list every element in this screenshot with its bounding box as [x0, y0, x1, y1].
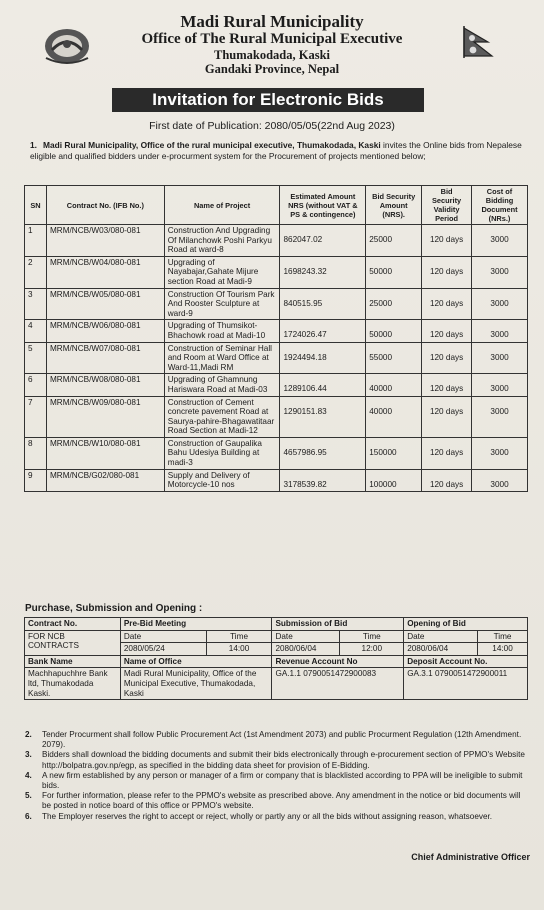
cell-document-cost: 3000 [472, 225, 528, 257]
prebid-label: Pre-Bid Meeting [120, 618, 272, 631]
bank-values-row [25, 668, 528, 700]
office-name-label: Name of Office [120, 655, 272, 668]
cell-estimated-amount: 840515.95 [280, 288, 366, 320]
cell-contract-no: MRM/NCB/W09/080-081 [46, 396, 164, 437]
cell-estimated-amount: 4657986.95 [280, 437, 366, 469]
deposit-account: GA.3.1 0790051472900011 [404, 668, 528, 700]
table-row [25, 374, 528, 396]
note-number: 5. [25, 791, 32, 801]
notice-banner: Invitation for Electronic Bids [112, 88, 424, 112]
cell-project-name: Construction Of Tourism Park And Rooster Sculpture at ward-9 [164, 288, 280, 320]
cell-validity: 120 days [422, 396, 472, 437]
contracts-type: FOR NCB CONTRACTS [25, 630, 121, 655]
cell-contract-no: MRM/NCB/W07/080-081 [46, 342, 164, 374]
cell-sn: 1 [25, 225, 47, 257]
note-number: 2. [25, 730, 32, 739]
cell-estimated-amount: 1724026.47 [280, 320, 366, 342]
cell-validity: 120 days [422, 374, 472, 396]
note-number: 3. [25, 750, 32, 760]
purchase-subheader-row [25, 630, 528, 643]
table-row [25, 437, 528, 469]
table-row [25, 469, 528, 491]
nepal-flag-icon [458, 24, 504, 60]
cell-validity: 120 days [422, 342, 472, 374]
cell-project-name: Construction And Upgrading Of Milanchowk Poshi Parkyu Road at ward-8 [164, 225, 280, 257]
intro-rest: invites the Online bids from Nepalese eligible and qualified bidders under e-procurment system for the Procurement of projects mentioned below; [30, 140, 522, 161]
prebid-time-label: Time [206, 630, 272, 643]
prebid-date-label: Date [120, 630, 206, 643]
bank-name: Machhapuchhre Bank ltd, Thumakodada Kaski. [25, 668, 121, 700]
cell-project-name: Upgrading of Ghamnung Hariswara Road at Madi-03 [164, 374, 280, 396]
office-name-value: Madi Rural Municipality, Office of the Municipal Executive, Thumakodada, Kaski [120, 668, 272, 700]
cell-project-name: Construction of Cement concrete pavement Road at Saurya-pahire-Bhagawatitaar Road Section at Madi-12 [164, 396, 280, 437]
header-sn: SN [25, 186, 47, 225]
table-row [25, 320, 528, 342]
cell-estimated-amount: 1698243.32 [280, 256, 366, 288]
submission-time-label: Time [340, 630, 404, 643]
cell-estimated-amount: 862047.02 [280, 225, 366, 257]
cell-document-cost: 3000 [472, 437, 528, 469]
intro-paragraph [30, 140, 530, 162]
intro-number: 1. [30, 140, 37, 150]
submission-label: Submission of Bid [272, 618, 404, 631]
signature-title: Chief Administrative Officer [411, 852, 530, 862]
deposit-account-label: Deposit Account No. [404, 655, 528, 668]
cell-contract-no: MRM/NCB/W04/080-081 [46, 256, 164, 288]
prebid-time: 14:00 [206, 643, 272, 656]
municipality-name: Madi Rural Municipality [180, 12, 364, 31]
cell-contract-no: MRM/NCB/W03/080-081 [46, 225, 164, 257]
cell-contract-no: MRM/NCB/W08/080-081 [46, 374, 164, 396]
bank-name-label: Bank Name [25, 655, 121, 668]
cell-validity: 120 days [422, 320, 472, 342]
cell-project-name: Upgrading of Thumsikot-Bhachowk road at Madi-10 [164, 320, 280, 342]
cell-estimated-amount: 1924494.18 [280, 342, 366, 374]
cell-validity: 120 days [422, 225, 472, 257]
submission-time: 12:00 [340, 643, 404, 656]
cell-bid-security: 40000 [366, 374, 422, 396]
purchase-header-row [25, 618, 528, 631]
cell-sn: 7 [25, 396, 47, 437]
cell-document-cost: 3000 [472, 320, 528, 342]
table-row [25, 396, 528, 437]
submission-date-label: Date [272, 630, 340, 643]
cell-bid-security: 100000 [366, 469, 422, 491]
cell-validity: 120 days [422, 469, 472, 491]
cell-sn: 4 [25, 320, 47, 342]
bank-header-row [25, 655, 528, 668]
purchase-title: Purchase, Submission and Opening : [25, 603, 203, 614]
cell-project-name: Supply and Delivery of Motorcycle-10 nos [164, 469, 280, 491]
cell-contract-no: MRM/NCB/W05/080-081 [46, 288, 164, 320]
cell-bid-security: 150000 [366, 437, 422, 469]
notes-list [25, 730, 531, 822]
cell-bid-security: 40000 [366, 396, 422, 437]
cell-bid-security: 25000 [366, 225, 422, 257]
cell-sn: 2 [25, 256, 47, 288]
cell-document-cost: 3000 [472, 469, 528, 491]
note-item [25, 812, 531, 822]
cell-bid-security: 55000 [366, 342, 422, 374]
cell-estimated-amount: 1290151.83 [280, 396, 366, 437]
cell-validity: 120 days [422, 256, 472, 288]
note-text: Bidders shall download the bidding documents and submit their bids electronically through e-procurement section of PPMO's Website http://bolpatra.gov.np/egp, as specified in the bidding data sheet for provision of E-Bidding. [42, 750, 525, 770]
office-province: Gandaki Province, Nepal [204, 62, 340, 76]
table-row [25, 225, 528, 257]
cell-estimated-amount: 1289106.44 [280, 374, 366, 396]
cell-estimated-amount: 3178539.82 [280, 469, 366, 491]
cell-sn: 6 [25, 374, 47, 396]
opening-time-label: Time [478, 630, 528, 643]
cell-contract-no: MRM/NCB/W10/080-081 [46, 437, 164, 469]
cell-bid-security: 50000 [366, 256, 422, 288]
opening-label: Opening of Bid [404, 618, 528, 631]
cell-document-cost: 3000 [472, 396, 528, 437]
cell-document-cost: 3000 [472, 342, 528, 374]
opening-date-label: Date [404, 630, 478, 643]
cell-sn: 5 [25, 342, 47, 374]
note-text: The Employer reserves the right to accept or reject, wholly or partly any or all the bids without assigning reason, whatsoever. [42, 811, 493, 821]
cell-project-name: Construction of Seminar Hall and Room at Ward Office at Ward-11,Madi RM [164, 342, 280, 374]
note-text: A new firm established by any person or manager of a firm or company that is blacklisted according to PPA will be ineligible to submit bids. [42, 770, 523, 791]
note-item [25, 730, 531, 750]
note-number: 6. [25, 811, 32, 821]
header-estimated-amount: Estimated Amount NRS (without VAT & PS & contingence) [280, 186, 366, 225]
note-item [25, 750, 531, 770]
cell-contract-no: MRM/NCB/G02/080-081 [46, 469, 164, 491]
cell-contract-no: MRM/NCB/W06/080-081 [46, 320, 164, 342]
cell-sn: 3 [25, 288, 47, 320]
header-document-cost: Cost of Bidding Document (NRs.) [472, 186, 528, 225]
notice-header [0, 10, 544, 85]
table-header-row [25, 186, 528, 225]
revenue-account-label: Revenue Account No [272, 655, 404, 668]
table-row [25, 342, 528, 374]
revenue-account: GA.1.1 0790051472900083 [272, 668, 404, 700]
opening-time: 14:00 [478, 643, 528, 656]
cell-document-cost: 3000 [472, 374, 528, 396]
cell-bid-security: 50000 [366, 320, 422, 342]
publication-date: First date of Publication: 2080/05/05(22nd Aug 2023) [149, 120, 395, 132]
cell-bid-security: 25000 [366, 288, 422, 320]
submission-date: 2080/06/04 [272, 643, 340, 656]
cell-sn: 8 [25, 437, 47, 469]
intro-bold: Madi Rural Municipality, Office of the rural municipal executive, Thumakodada, Kaski [43, 140, 381, 150]
note-text: Tender Procurment shall follow Public Procurement Act (1st Amendment 2073) and public Procurment Regulation (12th Amendment. 2079). [42, 730, 522, 750]
note-item [25, 791, 531, 811]
note-item [25, 771, 531, 791]
note-text: For further information, please refer to the PPMO's website as prescribed above. Any amendment in the notice or bid documents will be posted in notice board of this office or PPMO's website. [42, 791, 521, 811]
header-project-name: Name of Project [164, 186, 280, 225]
bids-table [24, 185, 528, 492]
note-number: 4. [25, 770, 32, 780]
purchase-table [24, 617, 528, 700]
government-emblem-icon [38, 24, 96, 66]
opening-date: 2080/06/04 [404, 643, 478, 656]
cell-document-cost: 3000 [472, 256, 528, 288]
table-row [25, 256, 528, 288]
office-location: Thumakodada, Kaski [213, 48, 331, 62]
cell-validity: 120 days [422, 437, 472, 469]
prebid-date: 2080/05/24 [120, 643, 206, 656]
cell-project-name: Construction of Gaupalika Bahu Udesiya Building at madi-3 [164, 437, 280, 469]
header-contract-no: Contract No. (IFB No.) [46, 186, 164, 225]
header-validity: Bid Security Validity Period [422, 186, 472, 225]
cell-project-name: Upgrading of Nayabajar,Gahate Mijure section Road at Madi-9 [164, 256, 280, 288]
cell-sn: 9 [25, 469, 47, 491]
table-row [25, 288, 528, 320]
header-bid-security: Bid Security Amount (NRS). [366, 186, 422, 225]
cell-document-cost: 3000 [472, 288, 528, 320]
office-name: Office of The Rural Municipal Executive [141, 31, 403, 47]
contract-no-label: Contract No. [25, 618, 121, 631]
cell-validity: 120 days [422, 288, 472, 320]
